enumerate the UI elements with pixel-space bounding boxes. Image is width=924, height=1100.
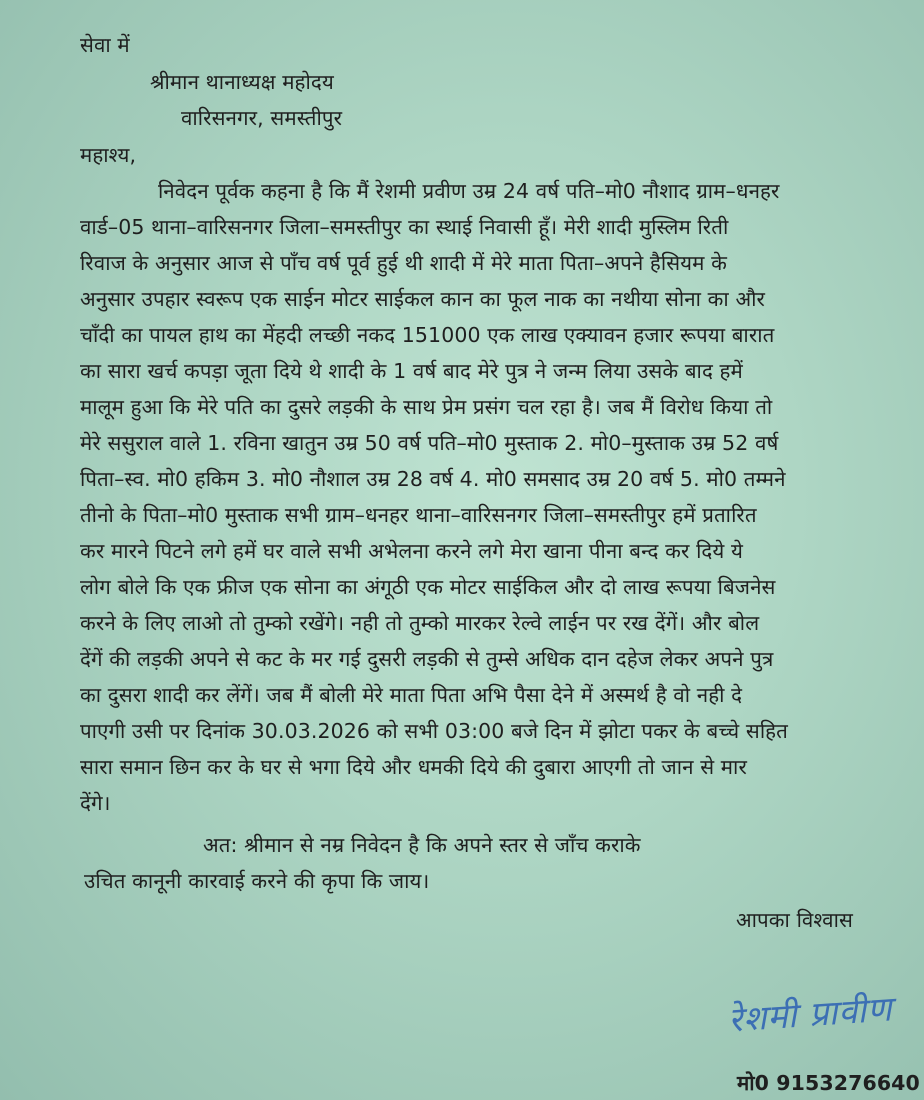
- body-line: पिता–स्व. मो0 हकिम 3. मो0 नौशाल उम्र 28 वर्ष 4. मो0 समसाद उम्र 20 वर्ष 5. मो0 तम्मने: [80, 467, 786, 491]
- body-line: निवेदन पूर्वक कहना है कि मैं रेशमी प्रवीण उम्र 24 वर्ष पति–मो0 नौशाद ग्राम–धनहर: [158, 179, 780, 203]
- body-line: लोग बोले कि एक फ्रीज एक सोना का अंगूठी एक मोटर साईकिल और दो लाख रूपया बिजनेस: [80, 575, 776, 599]
- body-line: सारा समान छिन कर के घर से भगा दिये और धमकी दिये की दुबारा आएगी तो जान से मार: [80, 755, 747, 779]
- body-line: का दुसरा शादी कर लेंगें। जब मैं बोली मेरे माता पिता अभि पैसा देने में अस्मर्थ है वो नही दे: [80, 683, 743, 707]
- mobile-number: मो0 9153276640: [737, 1071, 920, 1095]
- body-line: मालूम हुआ कि मेरे पति का दुसरे लड़की के साथ प्रेम प्रसंग चल रहा है। जब मैं विरोध किया तो: [80, 395, 773, 419]
- recipient-title: श्रीमान थानाध्यक्ष महोदय: [150, 70, 334, 94]
- request-line-1: अत: श्रीमान से नम्र निवेदन है कि अपने स्तर से जाँच कराके: [203, 833, 641, 857]
- body-line: का सारा खर्च कपड़ा जूता दिये थे शादी के 1 वर्ष बाद मेरे पुत्र ने जन्म लिया उसके बाद हमें: [80, 359, 743, 383]
- body-line: करने के लिए लाओ तो तुम्को रखेंगे। नही तो तुम्को मारकर रेल्वे लाईन पर रख देंगें। और बोल: [80, 611, 760, 635]
- recipient-address: वारिसनगर, समस्तीपुर: [181, 106, 343, 130]
- salutation-to: सेवा में: [80, 33, 130, 57]
- closing: आपका विश्वास: [736, 908, 853, 932]
- body-line: पाएगी उसी पर दिनांक 30.03.2026 को सभी 03:00 बजे दिन में झोटा पकर के बच्चे सहित: [80, 719, 788, 743]
- body-line: देंगें की लड़की अपने से कट के मर गई दुसरी लड़की से तुम्से अधिक दान दहेज लेकर अपने पुत्र: [80, 647, 774, 671]
- body-line: अनुसार उपहार स्वरूप एक साईन मोटर साईकल कान का फूल नाक का नथीया सोना का और: [80, 287, 766, 311]
- body-line: मेरे ससुराल वाले 1. रविना खातुन उम्र 50 वर्ष पति–मो0 मुस्ताक 2. मो0–मुस्ताक उम्र 52 वर्ष: [80, 431, 779, 455]
- body-line: कर मारने पिटने लगे हमें घर वाले सभी अभेलना करने लगे मेरा खाना पीना बन्द कर दिये ये: [80, 539, 743, 563]
- body-line: रिवाज के अनुसार आज से पाँच वर्ष पूर्व हुई थी शादी में मेरे माता पिता–अपने हैसियम के: [80, 251, 727, 275]
- body-line: देंगे।: [80, 791, 111, 815]
- body-line: चाँदी का पायल हाथ का मेंहदी लच्छी नकद 151000 एक लाख एक्यावन हजार रूपया बारात: [80, 323, 775, 347]
- signature: रेशमी प्रावीण: [726, 989, 894, 1041]
- body-line: वार्ड–05 थाना–वारिसनगर जिला–समस्तीपुर का स्थाई निवासी हूँ। मेरी शादी मुस्लिम रिती: [80, 215, 729, 239]
- body-line: तीनो के पिता–मो0 मुस्ताक सभी ग्राम–धनहर थाना–वारिसनगर जिला–समस्तीपुर हमें प्रतारित: [80, 503, 757, 527]
- greeting: महाश्य,: [80, 143, 137, 167]
- request-line-2: उचित कानूनी कारवाई करने की कृपा कि जाय।: [84, 869, 430, 893]
